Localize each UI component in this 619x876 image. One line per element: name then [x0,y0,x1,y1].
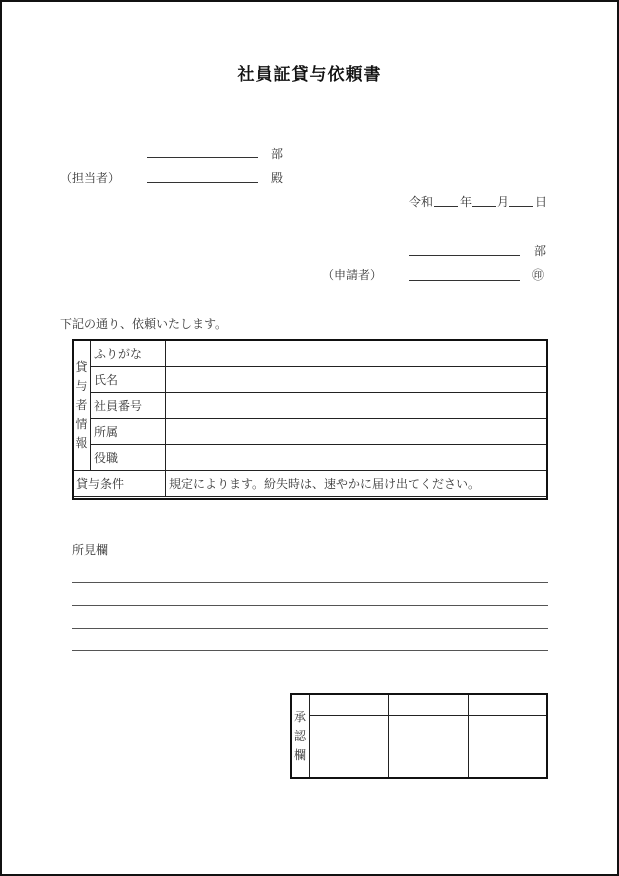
approval-title-cell[interactable] [310,694,389,716]
lender-info-table [72,339,548,497]
field-position[interactable] [166,445,548,471]
section-label-char: 者 [75,398,88,412]
applicant-person-line[interactable] [409,280,520,281]
applicant-dept-suffix: 部 [534,244,547,258]
section-label-cell [73,340,91,471]
date-month-line[interactable] [472,206,496,207]
applicant-dept-line[interactable] [409,255,520,256]
approval-label-char: 承 [293,709,306,724]
recipient-person-suffix: 殿 [271,171,284,185]
row-label-conditions: 貸与条件 [73,471,166,497]
recipient-person-prefix: （担当者） [60,171,121,185]
approval-stamp-cell[interactable] [310,716,389,779]
row-label-position: 役職 [91,445,166,471]
date-month-label: 月 [497,195,510,209]
date-day-label: 日 [535,195,548,209]
date-year-label: 年 [460,195,473,209]
intro-text: 下記の通り、依頼いたします。 [60,317,228,331]
approval-label-char: 欄 [293,747,306,762]
memo-label: 所見欄 [72,543,109,557]
applicant-person-prefix: （申請者） [322,268,383,282]
approval-title-cell[interactable] [468,694,547,716]
field-conditions: 規定によります。紛失時は、速やかに届け出てください。 [166,471,548,497]
section-label-char: 報 [75,436,88,450]
recipient-dept-line[interactable] [147,157,258,158]
field-employee-number[interactable] [166,393,548,419]
field-name[interactable] [166,367,548,393]
field-department[interactable] [166,419,548,445]
recipient-dept-suffix: 部 [271,147,284,161]
section-label-char: 貸 [75,360,88,374]
memo-line[interactable] [72,628,548,629]
recipient-person-line[interactable] [147,182,258,183]
approval-label-cell [291,694,310,779]
approval-label-char: 認 [293,728,306,743]
row-label-furigana: ふりがな [91,340,166,367]
section-label-char: 情 [75,417,88,431]
document-title: 社員証貸与依頼書 [237,65,382,85]
date-era: 令和 [409,195,434,209]
approval-stamp-cell[interactable] [468,716,547,779]
field-furigana[interactable] [166,340,548,367]
date-year-line[interactable] [434,206,458,207]
seal-mark: ㊞ [532,268,545,282]
approval-title-cell[interactable] [389,694,468,716]
row-label-department: 所属 [91,419,166,445]
approval-table [290,693,548,779]
memo-line[interactable] [72,650,548,651]
row-label-name: 氏名 [91,367,166,393]
memo-line[interactable] [72,605,548,606]
date-day-line[interactable] [509,206,533,207]
memo-line[interactable] [72,582,548,583]
approval-stamp-cell[interactable] [389,716,468,779]
section-label-char: 与 [75,379,88,393]
row-label-employee-number: 社員番号 [91,393,166,419]
